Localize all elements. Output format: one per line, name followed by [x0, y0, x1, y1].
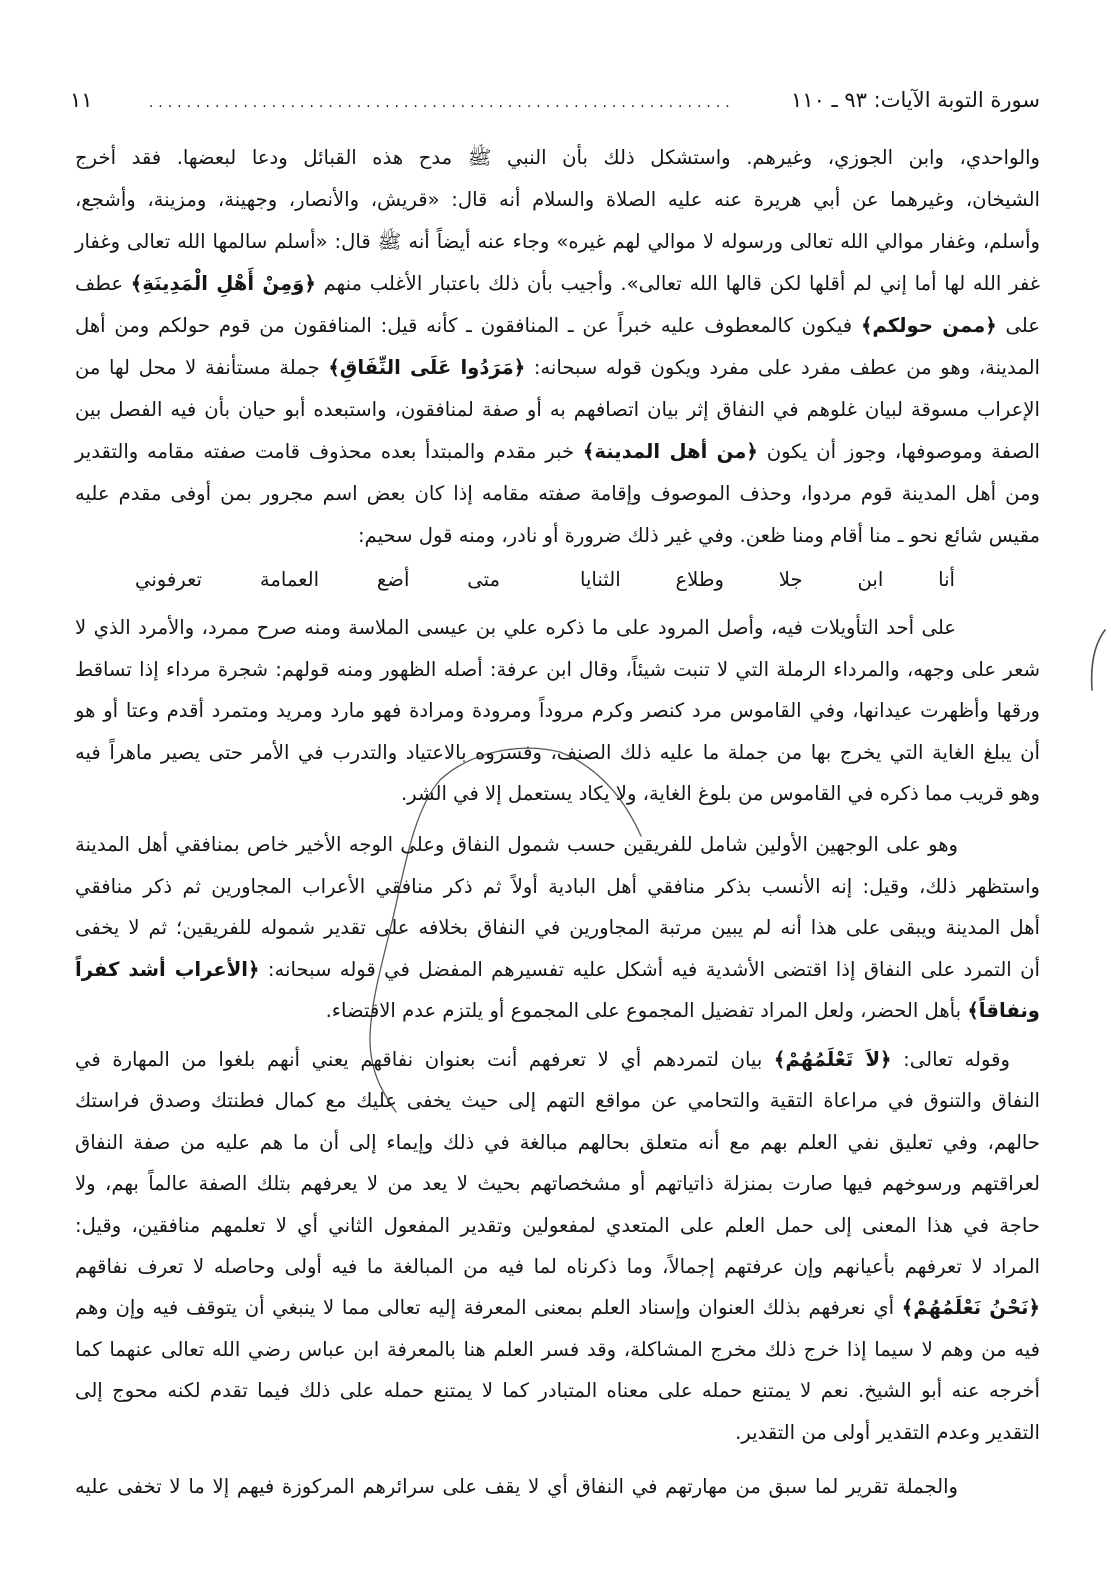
quran-quote: ﴿نَحْنُ نَعْلَمُهُمْ﴾	[901, 1296, 1040, 1320]
text-line-content	[75, 482, 1040, 505]
text-segment: الصفة وموصوفها، وجوز أن يكون	[757, 440, 1041, 463]
text-line	[75, 1122, 1040, 1163]
quran-quote: ﴿لاَ تَعْلَمُهُمْ﴾	[773, 1048, 892, 1071]
quran-quote: ﴿من أهل المدينة﴾	[582, 440, 758, 463]
text-segment: عطف	[75, 272, 131, 295]
text-segment: المراد لا تعرفهم بأعيانهم وإن عرفتهم إجمالاً، وما ذكرناه لما فيه من المبالغة ما فيه أولى وحاصله لا تعرف نفاقهم	[75, 1254, 1040, 1278]
text-segment: وأسلم، وغفار موالي الله تعالى ورسوله لا موالي لهم غيره» وجاء عنه أيضاً أنه ﷺ قال: «أسلم سالمها الله تعالى وغفار	[75, 230, 1040, 253]
text-line	[75, 732, 1040, 774]
text-line	[75, 1246, 1040, 1287]
text-line	[75, 263, 1040, 305]
paragraph-5	[75, 1466, 1040, 1508]
text-segment: مقيس شائع نحو ـ منا أقام ومنا ظعن. وفي غير ذلك ضرورة أو نادر، ومنه قول سحيم:	[357, 524, 1040, 547]
text-line-content	[75, 1338, 1040, 1361]
text-line	[75, 473, 1040, 515]
text-segment: فيكون كالمعطوف عليه خبراً عن ـ المنافقون ـ كأنه قيل: المنافقون من قوم حولكم ومن أهل	[75, 314, 861, 337]
text-segment: أخرجه عنه أبو الشيخ. نعم لا يمتنع حمله على معناه المتبادر كما لا يمتنع حمله على ذلك فيما تقدم لكنه محوج إلى	[75, 1379, 1040, 1403]
text-segment: المدينة، وهو من عطف مفرد على مفرد ويكون قوله سبحانه:	[525, 356, 1040, 379]
text-line	[75, 515, 1040, 557]
poem-hemistich-2-text: متى أضع العمامة تعرفوني	[135, 568, 500, 591]
text-segment: والواحدي، وابن الجوزي، وغيرهم. واستشكل ذلك بأن النبي ﷺ مدح هذه القبائل ودعا لبعضها. فقد أخرج	[75, 146, 1040, 169]
quran-quote: ﴿وَمِنْ أَهْلِ الْمَدِينَةِ﴾	[130, 272, 316, 295]
text-segment: حالهم، وفي تعليق نفي العلم بهم مع أنه متعلق بحالهم مبالغة في ذلك وإيماء إلى أن ما هم عليه من صفة النفاق	[75, 1130, 1040, 1154]
text-line-content	[75, 916, 1040, 939]
text-segment: أهل المدينة ويبقى على هذا أنه لم يبين مرتبة المجاورين في النفاق بخلافه على تقدير شموله للفريقين؛ ثم لا يخفى	[75, 916, 1040, 939]
text-line-content	[75, 440, 1040, 463]
text-segment: جملة مستأنفة لا محل لها من	[75, 356, 329, 379]
poem-hemistich-1-text: أنا ابن جلا وطلاع الثنايا	[580, 568, 955, 591]
margin-pen-mark	[1092, 630, 1105, 690]
text-line	[75, 1039, 1040, 1080]
text-line	[75, 949, 1040, 991]
text-segment: وهو على الوجهين الأولين شامل للفريقين حسب شمول النفاق وعلى الوجه الأخير خاص بمنافقي أهل المدينة	[75, 833, 958, 856]
text-line-content	[75, 1172, 1040, 1195]
text-segment: ومن أهل المدينة قوم مردوا، وحذف الموصوف وإقامة صفته مقامه إذا كان بعض اسم مجرور بمن أوفى مقدم عليه	[75, 482, 1040, 505]
text-segment: واستظهر ذلك، وقيل: إنه الأنسب بذكر منافقي أهل البادية أولاً ثم ذكر منافقي الأعراب المجاورين ثم ذكر منافقي	[75, 874, 1040, 898]
text-segment: أي نعرفهم بذلك العنوان وإسناد العلم بمعنى المعرفة إليه تعالى مما لا ينبغي أن يتوقف فيه وإن وهم	[75, 1296, 902, 1320]
quran-quote: ونفاقاً﴾	[967, 999, 1040, 1022]
text-line-content	[75, 741, 1040, 764]
paragraph-4	[75, 1039, 1040, 1453]
text-line	[75, 1080, 1040, 1121]
text-segment: ورقها وأظهرت عيدانها، وفي القاموس مرد كنصر وكرم مروداً ومرودة ومرادة فهو مارد ومريد ومتمرد أقدم وعتا أو هو	[75, 699, 1040, 722]
text-line	[75, 1163, 1040, 1204]
quran-quote: ﴿مَرَدُوا عَلَى النِّفَاقِ﴾	[328, 356, 526, 379]
text-segment: والجملة تقرير لما سبق من مهارتهم في النفاق أي لا يقف على سرائرهم المركوزة فيهم إلا ما لا تخفى عليه	[75, 1475, 958, 1498]
text-segment: الشيخان، وغيرهما عن أبي هريرة عنه عليه الصلاة والسلام أنه قال: «قريش، والأنصار، وجهينة، ومزينة، وأشجع،	[75, 188, 1040, 211]
text-line-content	[75, 699, 1040, 722]
text-line	[75, 649, 1040, 691]
text-segment: على أحد التأويلات فيه، وأصل المرود على ما ذكره علي بن عيسى الملاسة ومنه صرح ممرد، والأمرد الذي لا	[75, 616, 956, 639]
text-line-content	[75, 875, 1040, 898]
text-line-content	[75, 1214, 1040, 1237]
text-line	[75, 990, 1040, 1032]
paragraph-2	[75, 607, 1040, 815]
text-segment: على	[996, 314, 1040, 337]
text-line-content	[75, 272, 1040, 295]
text-line	[75, 389, 1040, 431]
text-line-content	[75, 1475, 958, 1498]
text-line	[75, 221, 1040, 263]
text-line	[75, 607, 1040, 649]
text-segment: وهو قريب مما ذكره في القاموس من بلوغ الغاية، ولا يكاد يستعمل إلا في الشر.	[400, 782, 1040, 805]
text-line-content	[75, 1255, 1040, 1278]
text-segment: غفر الله لها أما إني لم أقلها لكن قالها الله تعالى». وأجيب بأن ذلك باعتبار الأغلب منهم	[315, 272, 1040, 295]
text-segment: فيه من وهم لا سيما إذا خرج ذلك مخرج المشاكلة، وقد فسر العلم هنا بالمعرفة ابن عباس رضي الله تعالى عنهما كما	[75, 1337, 1040, 1361]
text-line	[75, 179, 1040, 221]
text-line-content	[326, 999, 1040, 1022]
text-line-content	[75, 188, 1040, 211]
text-line	[75, 1329, 1040, 1370]
text-line	[75, 1205, 1040, 1246]
text-segment: بيان لتمردهم أي لا تعرفهم أنت بعنوان نفاقهم يعني أنهم بلغوا من المهارة في	[75, 1048, 774, 1071]
text-line	[75, 824, 1040, 866]
text-segment: حاجة في هذا المعنى إلى حمل العلم على المتعدي لمفعولين وتقدير المفعول الثاني أي لا تعلمهم منافقين، وقيل:	[75, 1213, 1040, 1237]
quran-quote: ﴿ممن حولكم﴾	[860, 314, 997, 337]
text-segment: التقدير وعدم التقدير أولى من التقدير.	[735, 1420, 1040, 1444]
text-segment: شعر على وجهه، والمرداء الرملة التي لا تنبت شيئاً، وقال ابن عرفة: أصله الظهور ومنه قولهم: شجرة مرداء إذا تساقط	[75, 657, 1040, 681]
text-segment: النفاق والتنوق في مراعاة التقية والتحامي عن مواقع التهم إلى حيث يخفى عليك مع كمال فطنتك وصدق فراستك	[75, 1089, 1040, 1113]
text-line-content	[75, 314, 1040, 337]
text-line	[75, 305, 1040, 347]
text-line	[75, 431, 1040, 473]
text-segment: بأهل الحضر، ولعل المراد تفضيل المجموع على المجموع أو يلتزم عدم الاقتضاء.	[325, 999, 968, 1022]
text-line-content	[75, 658, 1040, 681]
text-line	[75, 1287, 1040, 1328]
text-line	[75, 866, 1040, 908]
quran-quote: ﴿الأعراب أشد كفراً	[75, 957, 260, 981]
text-line-content	[75, 146, 1040, 169]
text-line	[75, 690, 1040, 732]
page-number: ١١	[70, 88, 93, 112]
text-segment: أن يبلغ الغاية التي يخرج بها من جملة ما عليه ذلك الصنف، وفسروه بالاعتياد والتدرب في الأمر حتى يصير ماهراً فيه	[75, 740, 1040, 764]
text-line	[75, 1370, 1040, 1411]
body-text	[75, 0, 1040, 1572]
text-segment: أن التمرد على النفاق إذا اقتضى الأشدية فيه أشكل عليه تفسيرهم المفضل في قوله سبحانه:	[259, 957, 1040, 981]
text-line	[75, 1466, 1040, 1508]
text-line-content	[401, 782, 1040, 805]
text-line-content	[75, 833, 958, 856]
text-segment: وقوله تعالى:	[891, 1048, 1010, 1071]
text-line-content	[75, 230, 1040, 253]
poem-hemistich-1	[580, 559, 955, 601]
text-line-content	[75, 958, 1040, 981]
text-line-content	[75, 1296, 1040, 1319]
text-line-content	[75, 356, 1040, 379]
text-line-content	[75, 398, 1040, 421]
paragraph-1	[75, 137, 1040, 557]
text-segment: الإعراب مسوقة لبيان غلوهم في النفاق إثر بيان اتصافهم به أو صفة لمنافقون، واستبعده أبو حيان بأن فيه الفصل بين	[75, 398, 1040, 421]
text-line-content	[75, 1131, 1040, 1154]
text-segment: لعراقتهم ورسوخهم فيها صارت بمنزلة ذاتياتهم أو مشخصاتهم بحيث لا يعد من لا يعرفهم بتلك الصفة عالماً بهم، ولا	[75, 1172, 1040, 1196]
leader-dots: ..............................................................	[148, 95, 735, 111]
text-line	[75, 137, 1040, 179]
poem-hemistich-2	[135, 559, 500, 601]
text-line-content	[75, 616, 956, 639]
text-line-content	[358, 524, 1040, 547]
text-line	[75, 347, 1040, 389]
text-line-content	[75, 1089, 1040, 1112]
text-segment: خبر مقدم والمبتدأ بعده محذوف قامت صفته مقامه والتقدير	[75, 440, 583, 463]
text-line-content	[735, 1421, 1040, 1444]
text-line	[75, 773, 1040, 815]
text-line	[75, 1412, 1040, 1453]
text-line	[75, 907, 1040, 949]
surah-verses-title: سورة التوبة الآيات: ٩٣ ـ ١١٠	[791, 88, 1040, 112]
text-line-content	[75, 1379, 1040, 1402]
text-line-content	[75, 1048, 1010, 1071]
paragraph-3	[75, 824, 1040, 1032]
